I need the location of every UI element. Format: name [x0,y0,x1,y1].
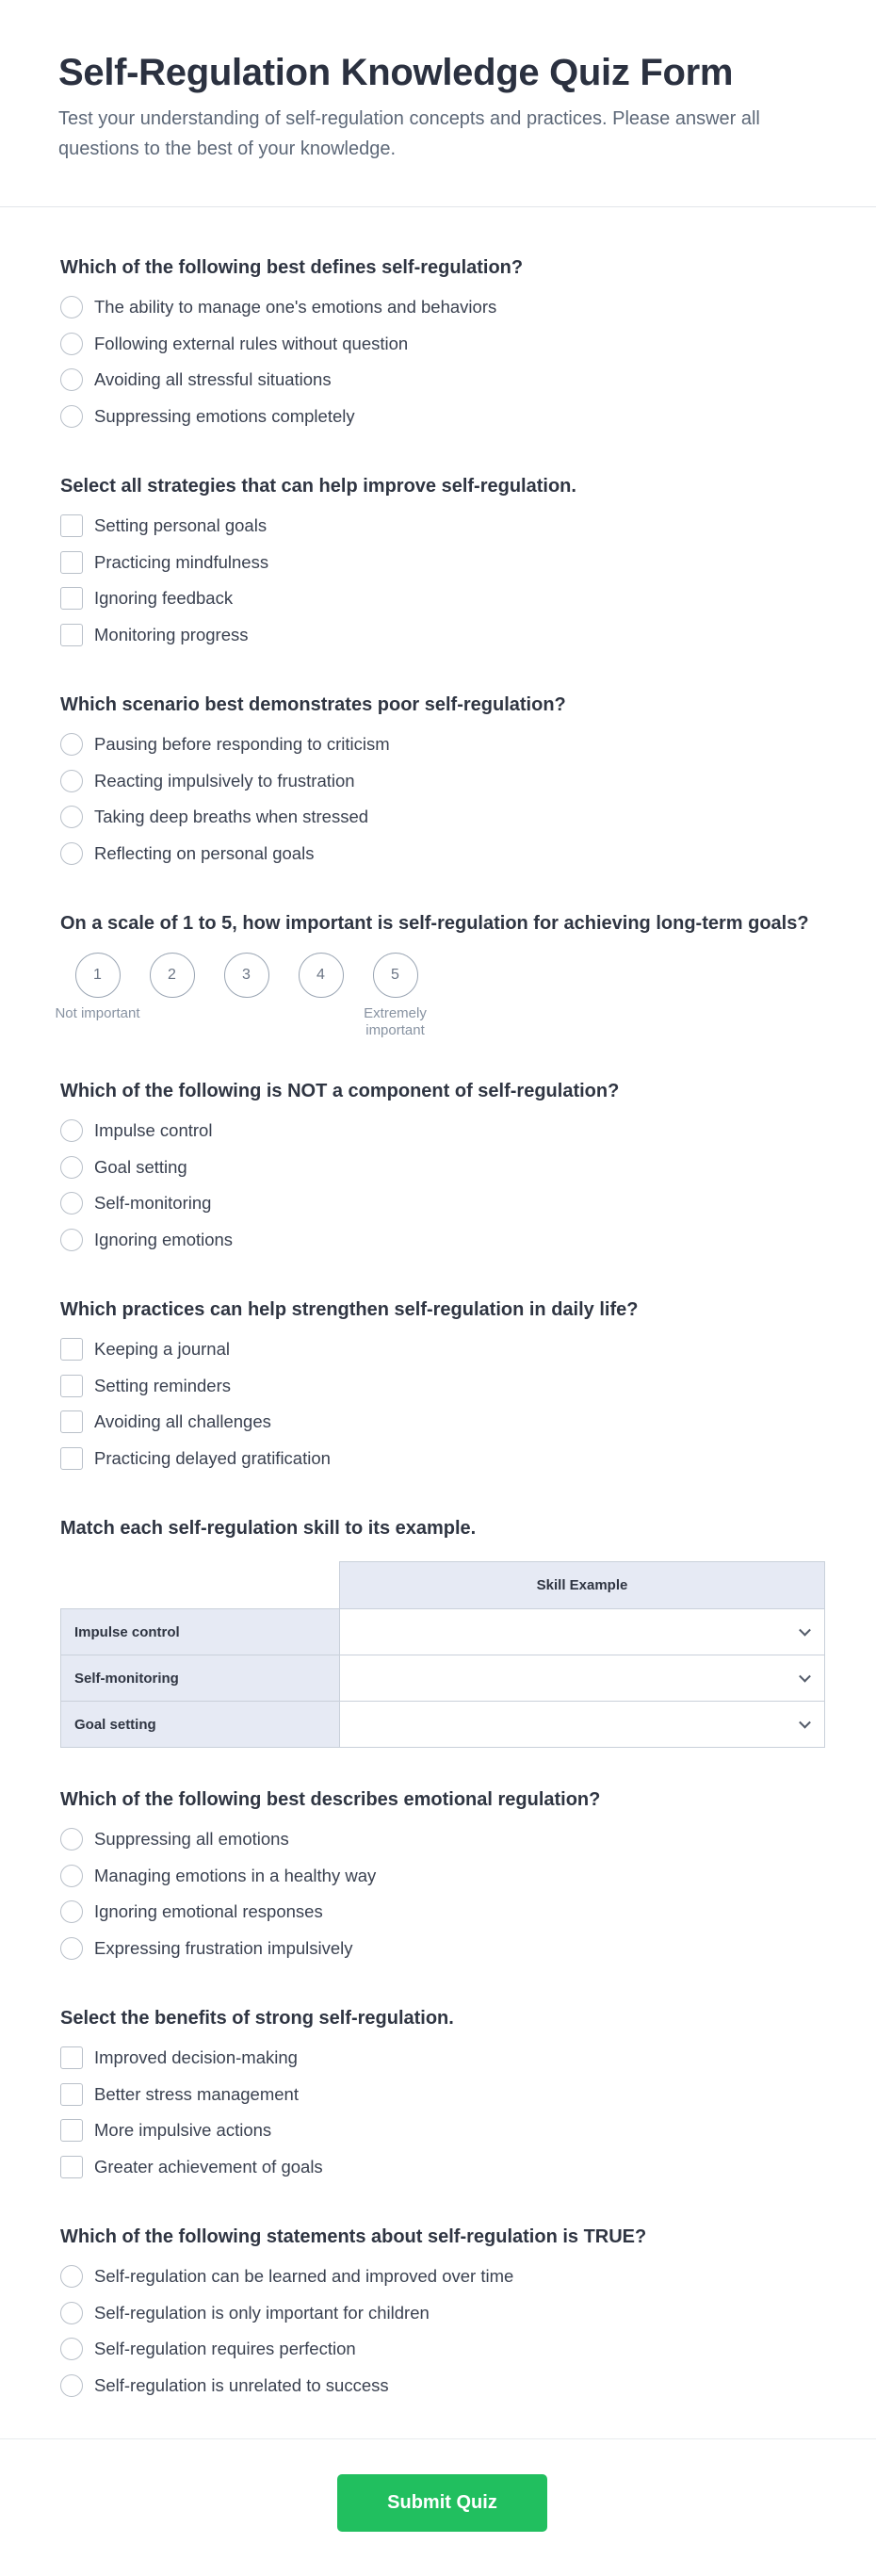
question-9-option-3[interactable] [60,2112,816,2149]
scale-item-1 [55,953,140,1039]
matrix-row-label: Goal setting [61,1702,340,1748]
option-label: Ignoring feedback [94,588,234,609]
radio-button[interactable] [60,733,83,756]
question-3 [60,693,816,872]
matching-matrix [60,1561,825,1748]
radio-button[interactable] [60,2374,83,2397]
question-1-title: Which of the following best defines self-regulation? [60,257,524,278]
checkbox[interactable] [60,2046,83,2069]
option-label: Reacting impulsively to frustration [94,770,355,791]
option-label: Pausing before responding to criticism [94,734,390,755]
option-label: Better stress management [94,2083,299,2104]
scale-option-4[interactable]: 4 [299,953,344,998]
option-label: Impulse control [94,1120,213,1141]
question-8-option-1[interactable] [60,1821,816,1858]
matrix-row [61,1655,825,1702]
matrix-dropdown-self-monitoring[interactable] [340,1655,825,1702]
scale-min-label: Not important [55,1005,140,1021]
radio-button[interactable] [60,405,83,428]
checkbox[interactable] [60,1338,83,1361]
question-6-option-1[interactable] [60,1331,816,1368]
radio-button[interactable] [60,1192,83,1215]
question-6-title: Which practices can help strengthen self-regulation in daily life? [60,1299,639,1320]
matrix-corner [61,1562,340,1609]
option-label: Reflecting on personal goals [94,842,315,863]
checkbox[interactable] [60,587,83,610]
option-label: Ignoring emotions [94,1229,234,1249]
question-6-option-2[interactable] [60,1368,816,1405]
question-1-option-1[interactable] [60,289,816,326]
question-3-option-2[interactable] [60,763,816,800]
question-2-title: Select all strategies that can help improve self-regulation. [60,476,576,497]
question-3-option-4[interactable] [60,836,816,872]
question-5-title: Which of the following is NOT a component of self-regulation? [60,1081,620,1101]
question-1-option-3[interactable] [60,362,816,399]
question-4-title: On a scale of 1 to 5, how important is self-regulation for achieving long-term goals? [60,913,809,934]
question-8-option-3[interactable] [60,1894,816,1931]
checkbox[interactable] [60,1447,83,1470]
checkbox[interactable] [60,551,83,574]
question-5-option-3[interactable] [60,1185,816,1222]
radio-button[interactable] [60,2338,83,2360]
option-label: More impulsive actions [94,2120,272,2141]
option-label: Goal setting [94,1156,187,1177]
option-label: Greater achievement of goals [94,2156,323,2177]
question-8 [60,1787,816,1966]
matrix-dropdown-impulse-control[interactable] [340,1609,825,1655]
option-label: Expressing frustration impulsively [94,1937,353,1958]
scale-option-3[interactable]: 3 [224,953,269,998]
question-8-title: Which of the following best describes emotional regulation? [60,1789,601,1810]
matrix-row-label: Impulse control [61,1609,340,1655]
checkbox[interactable] [60,514,83,537]
matrix-row [61,1609,825,1655]
question-9-option-1[interactable] [60,2040,816,2077]
form-header [0,0,876,207]
question-2-option-1[interactable] [60,508,816,545]
scale-option-2[interactable]: 2 [150,953,195,998]
radio-button[interactable] [60,2265,83,2288]
option-label: Self-regulation requires perfection [94,2339,356,2359]
quiz-content [0,255,876,2404]
checkbox[interactable] [60,624,83,646]
question-2-option-2[interactable] [60,545,816,581]
question-10-option-4[interactable] [60,2368,816,2405]
radio-button[interactable] [60,1229,83,1251]
option-label: Practicing mindfulness [94,551,269,572]
form-footer [0,2438,876,2576]
option-label: Taking deep breaths when stressed [94,807,369,827]
question-9-option-2[interactable] [60,2077,816,2113]
option-label: Keeping a journal [94,1339,230,1360]
option-label: Suppressing all emotions [94,1829,289,1850]
question-9 [60,2006,816,2185]
form-title: Self-Regulation Knowledge Quiz Form [58,52,734,93]
submit-quiz-button[interactable]: Submit Quiz [337,2474,547,2532]
question-3-option-1[interactable] [60,726,816,763]
option-label: Self-regulation is only important for children [94,2302,430,2323]
option-label: Improved decision-making [94,2047,298,2068]
question-1-option-4[interactable] [60,399,816,435]
scale-item-4 [284,953,358,1039]
chevron-down-icon [799,1624,811,1637]
question-10-title: Which of the following statements about self-regulation is TRUE? [60,2226,647,2247]
question-6-option-3[interactable] [60,1404,816,1441]
radio-button[interactable] [60,1865,83,1887]
scale-item-2 [135,953,209,1039]
option-label: Self-regulation can be learned and improved over time [94,2266,514,2287]
question-5-option-2[interactable] [60,1149,816,1186]
option-label: Monitoring progress [94,624,249,644]
option-label: Avoiding all stressful situations [94,369,332,390]
question-10-option-2[interactable] [60,2295,816,2332]
question-10-option-1[interactable] [60,2258,816,2295]
option-label: Suppressing emotions completely [94,405,355,426]
option-label: Self-monitoring [94,1193,212,1214]
radio-button[interactable] [60,368,83,391]
chevron-down-icon [799,1671,811,1683]
question-10 [60,2225,816,2404]
matrix-column-header: Skill Example [340,1562,825,1609]
question-7-title: Match each self-regulation skill to its example. [60,1518,477,1539]
radio-button[interactable] [60,1156,83,1179]
radio-button[interactable] [60,1119,83,1142]
question-3-option-3[interactable] [60,799,816,836]
question-8-option-4[interactable] [60,1931,816,1967]
question-4 [55,911,816,1039]
radio-button[interactable] [60,296,83,318]
checkbox[interactable] [60,2083,83,2106]
scale-option-1[interactable]: 1 [75,953,121,998]
question-1 [60,255,816,434]
radio-button[interactable] [60,1900,83,1923]
matrix-row [61,1702,825,1748]
question-5-option-1[interactable] [60,1113,816,1149]
question-1-option-2[interactable] [60,326,816,363]
option-label: Managing emotions in a healthy way [94,1865,377,1885]
question-5-option-4[interactable] [60,1222,816,1259]
question-3-title: Which scenario best demonstrates poor self-regulation? [60,694,566,715]
radio-button[interactable] [60,842,83,865]
matrix-row-label: Self-monitoring [61,1655,340,1702]
form-description: Test your understanding of self-regulation concepts and practices. Please answer all questions to the best of your knowledge. [58,108,760,159]
scale-max-label: Extremely important [364,1005,427,1038]
checkbox[interactable] [60,2156,83,2178]
question-5 [60,1079,816,1258]
option-label: Practicing delayed gratification [94,1447,331,1468]
radio-button[interactable] [60,2302,83,2324]
question-6 [60,1297,816,1476]
question-2 [60,474,816,653]
question-10-option-3[interactable] [60,2331,816,2368]
option-label: Setting reminders [94,1375,231,1395]
option-label: Ignoring emotional responses [94,1901,323,1922]
question-9-title: Select the benefits of strong self-regulation. [60,2008,454,2029]
option-label: Avoiding all challenges [94,1411,271,1432]
question-7 [60,1516,816,1748]
scale-item-3 [209,953,284,1039]
option-label: Self-regulation is unrelated to success [94,2374,389,2395]
matrix-dropdown-goal-setting[interactable] [340,1702,825,1748]
radio-button[interactable] [60,770,83,792]
chevron-down-icon [799,1717,811,1729]
checkbox[interactable] [60,1375,83,1397]
option-label: Following external rules without question [94,333,409,353]
radio-button[interactable] [60,1828,83,1850]
option-label: The ability to manage one's emotions and behaviors [94,297,497,318]
scale-item-5 [358,953,432,1039]
question-2-option-3[interactable] [60,580,816,617]
question-8-option-2[interactable] [60,1858,816,1895]
checkbox[interactable] [60,2119,83,2142]
question-2-option-4[interactable] [60,617,816,654]
question-6-option-4[interactable] [60,1441,816,1477]
radio-button[interactable] [60,333,83,355]
radio-button[interactable] [60,1937,83,1960]
radio-button[interactable] [60,806,83,828]
option-label: Setting personal goals [94,515,268,536]
scale-option-5[interactable]: 5 [373,953,418,998]
rating-scale [55,953,816,1039]
question-9-option-4[interactable] [60,2149,816,2186]
checkbox[interactable] [60,1410,83,1433]
